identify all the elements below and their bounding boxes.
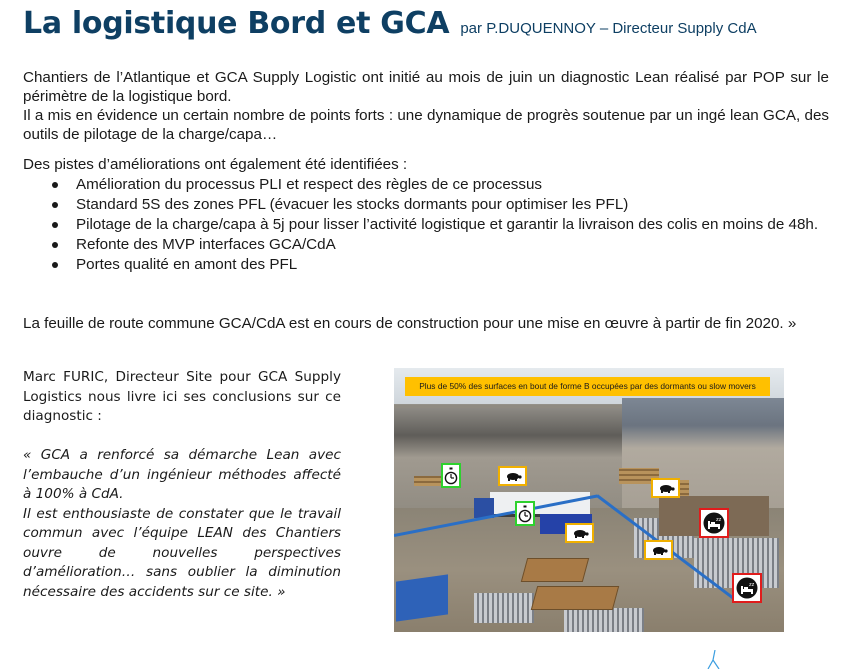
list-item-text: Portes qualité en amont des PFL [76,256,298,273]
list-item [23,215,829,234]
improvements-intro: Des pistes d’améliorations ont également été identifiées : [23,156,408,173]
turtle-icon [650,546,668,555]
article-title: La logistique Bord et GCA [23,6,450,41]
turtle-icon [571,529,589,538]
testimony-quote-1: « GCA a renforcé sa démarche Lean avec l’embauche d’un ingénieur méthodes affecté à 100% à CdA. [23,447,341,502]
marker-stopwatch [441,463,461,488]
bullet-icon [52,202,58,208]
photo-platform [531,586,619,610]
list-item-text: Refonte des MVP interfaces GCA/CdA [76,236,336,253]
list-item-text: Pilotage de la charge/capa à 5j pour lisser l’activité logistique et garantir la livraison des colis en moins de 48h. [76,216,819,233]
bullet-icon [52,262,58,268]
photo-scaffolding [564,608,644,632]
list-item [23,175,829,194]
marker-dormant [699,508,729,538]
site-photo [394,368,784,632]
turtle-icon [657,484,675,493]
photo-platform [521,558,589,582]
marker-turtle [644,540,673,560]
photo-scaffolding [474,593,534,623]
intro-paragraph [23,68,829,144]
testimony-quote-2: Il est enthousiaste de constater que le travail commun avec l’équipe LEAN des Chantiers ouvre de nouvelles perspectives d’amélioration… sans oublier la diminution nécessaire des accidents sur ce site. » [23,505,341,600]
list-item-text: Standard 5S des zones PFL (évacuer les stocks dormants pour optimiser les PFL) [76,196,629,213]
list-item [23,235,829,254]
testimony-intro: Marc FURIC, Directeur Site pour GCA Supply Logistics nous livre ici ses conclusions sur ce diagnostic : [23,369,341,424]
decorative-stroke-icon [705,650,725,669]
bullet-icon [52,242,58,248]
marker-turtle [565,523,594,543]
list-item [23,195,829,214]
list-item [23,255,829,274]
article-header [23,6,757,41]
improvements-list [23,175,829,275]
photo-blue-skip [396,574,448,621]
stopwatch-icon [444,467,458,485]
intro-text-2: Il a mis en évidence un certain nombre de points forts : une dynamique de progrès soutenue par un ingé lean GCA, des outils de pilotage de la charge/capa… [23,107,829,143]
stopwatch-icon [518,505,532,523]
marker-turtle [498,466,527,486]
marker-turtle [651,478,680,498]
bullet-icon [52,222,58,228]
article-byline: par P.DUQUENNOY – Directeur Supply CdA [460,20,757,37]
bullet-icon [52,182,58,188]
marker-stopwatch [515,501,535,526]
turtle-icon [504,472,522,481]
marker-dormant [732,573,762,603]
svg-text:zz: zz [716,517,722,523]
svg-text:zz: zz [749,582,755,588]
intro-text-1: Chantiers de l’Atlantique et GCA Supply Logistic ont initié au mois de juin un diagnostic Lean réalisé par POP sur le périmètre de la logistique bord. [23,69,829,105]
sleeping-bed-icon [736,577,758,599]
roadmap-paragraph: La feuille de route commune GCA/CdA est en cours de construction pour une mise en œuvre à partir de fin 2020. » [23,315,797,332]
spacer [23,427,341,447]
list-item-text: Amélioration du processus PLI et respect des règles de ce processus [76,176,542,193]
testimony-column [23,368,341,602]
photo-banner: Plus de 50% des surfaces en bout de forme B occupées par des dormants ou slow movers [405,377,770,396]
sleeping-bed-icon [703,512,725,534]
